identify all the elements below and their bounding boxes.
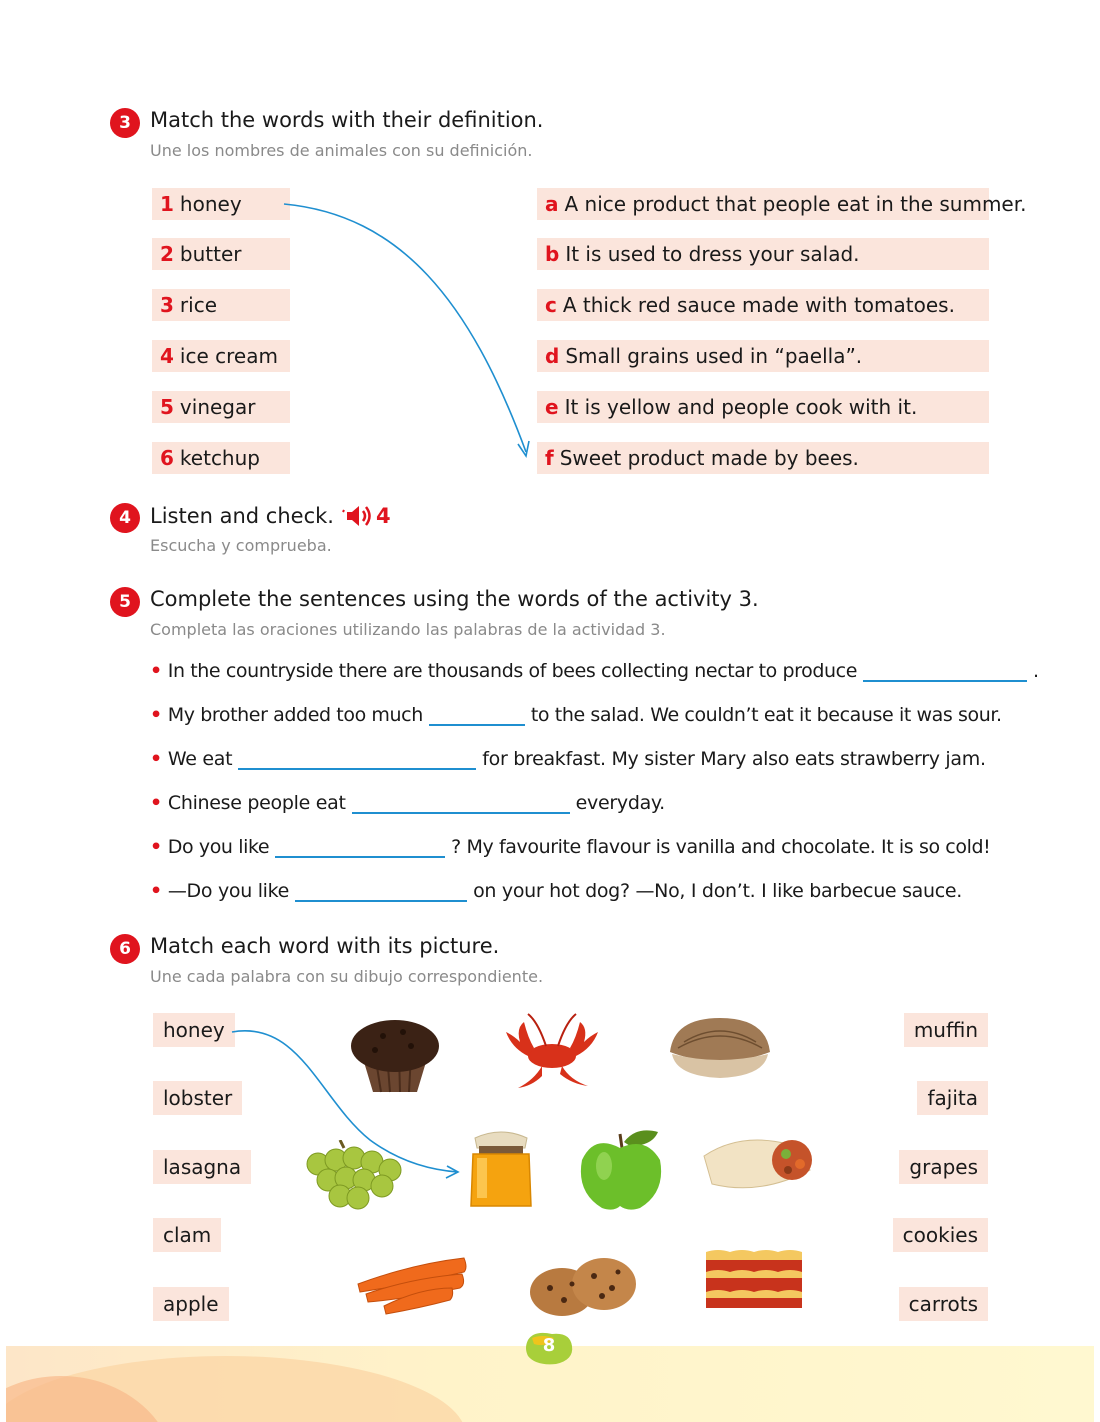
answer-blank-5[interactable] [275,834,445,858]
definition-text: It is used to dress your salad. [565,242,860,266]
right-word-grapes[interactable]: grapes [899,1150,988,1184]
answer-blank-1[interactable] [863,658,1027,682]
bullet: • [150,836,162,858]
definition-letter: a [545,192,559,216]
left-word-honey[interactable]: honey [153,1013,235,1047]
sentence-3-end: for breakfast. My sister Mary also eats strawberry jam. [482,748,986,770]
speaker-icon[interactable] [340,503,374,529]
left-word-lasagna[interactable]: lasagna [153,1150,251,1184]
word-number: 1 [160,192,174,216]
match-line-honey-jar [0,990,1100,1190]
sentence-1-start: In the countryside there are thousands of bees collecting nectar to produce [167,660,858,682]
carrots-picture[interactable] [352,1254,470,1316]
sentence-1 [150,658,1039,682]
left-word-apple[interactable]: apple [153,1287,229,1321]
word-label: ice cream [179,344,278,368]
lasagna-picture[interactable] [702,1248,806,1312]
sentence-4-end: everyday. [575,792,665,814]
exercise-3-subtitle: Une los nombres de animales con su definición. [150,141,533,160]
word-number: 3 [160,293,174,317]
answer-blank-3[interactable] [238,746,476,770]
sentence-5 [150,834,990,858]
exercise-3-number: 3 [110,108,140,138]
sentence-4-start: Chinese people eat [167,792,346,814]
answer-blank-6[interactable] [295,878,467,902]
bullet: • [150,748,162,770]
page-number: 8 [542,1335,556,1356]
sentence-3-start: We eat [167,748,233,770]
exercise-3-instruction: Match the words with their definition. [150,108,544,132]
bullet: • [150,704,162,726]
definition-text: It is yellow and people cook with it. [564,395,918,419]
definition-text: Small grains used in “paella”. [565,344,863,368]
word-label: vinegar [179,395,256,419]
definition-letter: d [545,344,560,368]
cookies-picture[interactable] [528,1254,640,1318]
sentence-4 [150,790,665,814]
word-number: 4 [160,344,174,368]
exercise-5-subtitle: Completa las oraciones utilizando las palabras de la actividad 3. [150,620,666,639]
sentence-6-end: on your hot dog? —No, I don’t. I like barbecue sauce. [473,880,963,902]
sentence-5-end: ? My favourite flavour is vanilla and chocolate. It is so cold! [451,836,991,858]
exercise-4-instruction-row [150,503,391,529]
exercise-4-instruction: Listen and check. [150,504,334,528]
definition-letter: e [545,395,559,419]
sentence-2-start: My brother added too much [167,704,423,726]
bullet: • [150,792,162,814]
word-label: honey [179,192,242,216]
word-number: 2 [160,242,174,266]
bullet: • [150,880,162,902]
word-label: ketchup [179,446,260,470]
answer-blank-4[interactable] [352,790,570,814]
definition-text: A nice product that people eat in the summer. [564,192,1027,216]
right-word-fajita[interactable]: fajita [917,1081,988,1115]
word-number: 6 [160,446,174,470]
left-word-clam[interactable]: clam [153,1218,221,1252]
sentence-5-start: Do you like [167,836,270,858]
exercise-4-subtitle: Escucha y comprueba. [150,536,332,555]
word-label: butter [179,242,242,266]
sentence-6 [150,878,962,902]
exercise-6-number: 6 [110,934,140,964]
sentence-3 [150,746,986,770]
right-word-carrots[interactable]: carrots [899,1287,988,1321]
word-number: 5 [160,395,174,419]
definition-letter: c [545,293,557,317]
sentence-2 [150,702,1002,726]
definition-letter: b [545,242,560,266]
match-line-honey-f [0,0,1100,500]
exercise-5-number: 5 [110,587,140,617]
exercise-4-number: 4 [110,503,140,533]
sentence-6-start: —Do you like [167,880,290,902]
right-word-muffin[interactable]: muffin [904,1013,988,1047]
audio-track-number: 4 [375,504,391,528]
bullet: • [150,660,162,682]
exercise-6-instruction: Match each word with its picture. [150,934,500,958]
definition-text: A thick red sauce made with tomatoes. [562,293,955,317]
left-word-lobster[interactable]: lobster [153,1081,242,1115]
sentence-2-end: to the salad. We couldn’t eat it because it was sour. [530,704,1002,726]
right-word-cookies[interactable]: cookies [893,1218,988,1252]
definition-letter: f [545,446,554,470]
exercise-6-subtitle: Une cada palabra con su dibujo correspondiente. [150,967,544,986]
answer-blank-2[interactable] [429,702,525,726]
exercise-5-instruction: Complete the sentences using the words of the activity 3. [150,587,759,611]
sentence-1-end: . [1033,660,1039,682]
word-label: rice [179,293,218,317]
definition-text: Sweet product made by bees. [559,446,859,470]
